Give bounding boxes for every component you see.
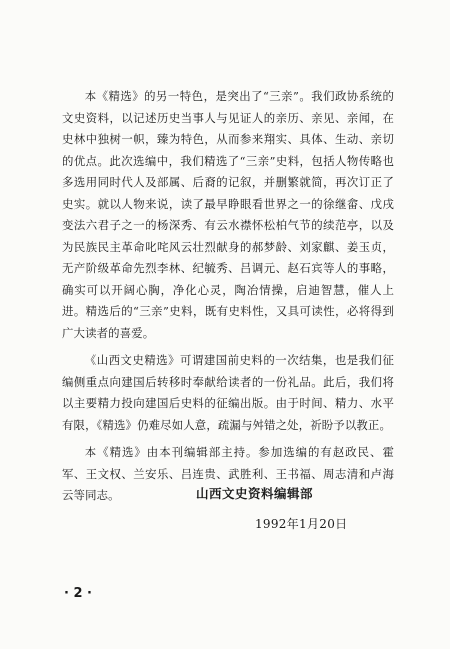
body-text [62,86,394,513]
paragraph-collection: 《山西文史精选》可谓建国前史料的一次结集，也是我们征编侧重点向建国后转移时奉献给读者的一份礼品。此后，我们将以主要精力投向建国后史料的征编出版。由于时间、精力、水平有限，《精选》仍难尽如人意，疏漏与舛错之处，祈盼予以教正。 [62,353,394,432]
signature: 山西文史资料编辑部 [196,486,314,501]
signature-date: 1992年1月20日 [255,517,348,531]
paragraph-editors: 本《精选》由本刊编辑部主持。参加选编的有赵政民、霍军、王文权、兰安乐、吕连贵、武胜利、王书福、周志清和卢海云等同志。 [62,445,394,502]
paragraph-highlights: 本《精选》的另一特色，是突出了“三亲”。我们政协系统的文史资料，以记述历史当事人与见证人的亲历、亲见、亲闻，在史林中独树一帜，臻为特色，从而参来翔实、具体、生动、亲切的优点。此次选编中，我们精选了“三亲”史料，包括人物传略也多选用同时代人及部属、后裔的记叙，并删繁就简，再次订正了史实。就以人物来说，读了最早睁眼看世界之一的徐继畲、戊戌变法六君子之一的杨深秀、有云水襟怀松柏气节的续范亭，以及为民族民主革命叱咤风云壮烈献身的郝梦龄、刘家麒、姜玉贞，无产阶级革命先烈李林、纪毓秀、吕调元、赵石宾等人的事略，确实可以开阔心胸，净化心灵，陶冶情操，启迪智慧，催人上进。精选后的“三亲”史料，既有史料性，又具可读性，必将得到广大读者的喜爱。 [62,89,394,340]
page-number: · 2 · [64,586,92,601]
